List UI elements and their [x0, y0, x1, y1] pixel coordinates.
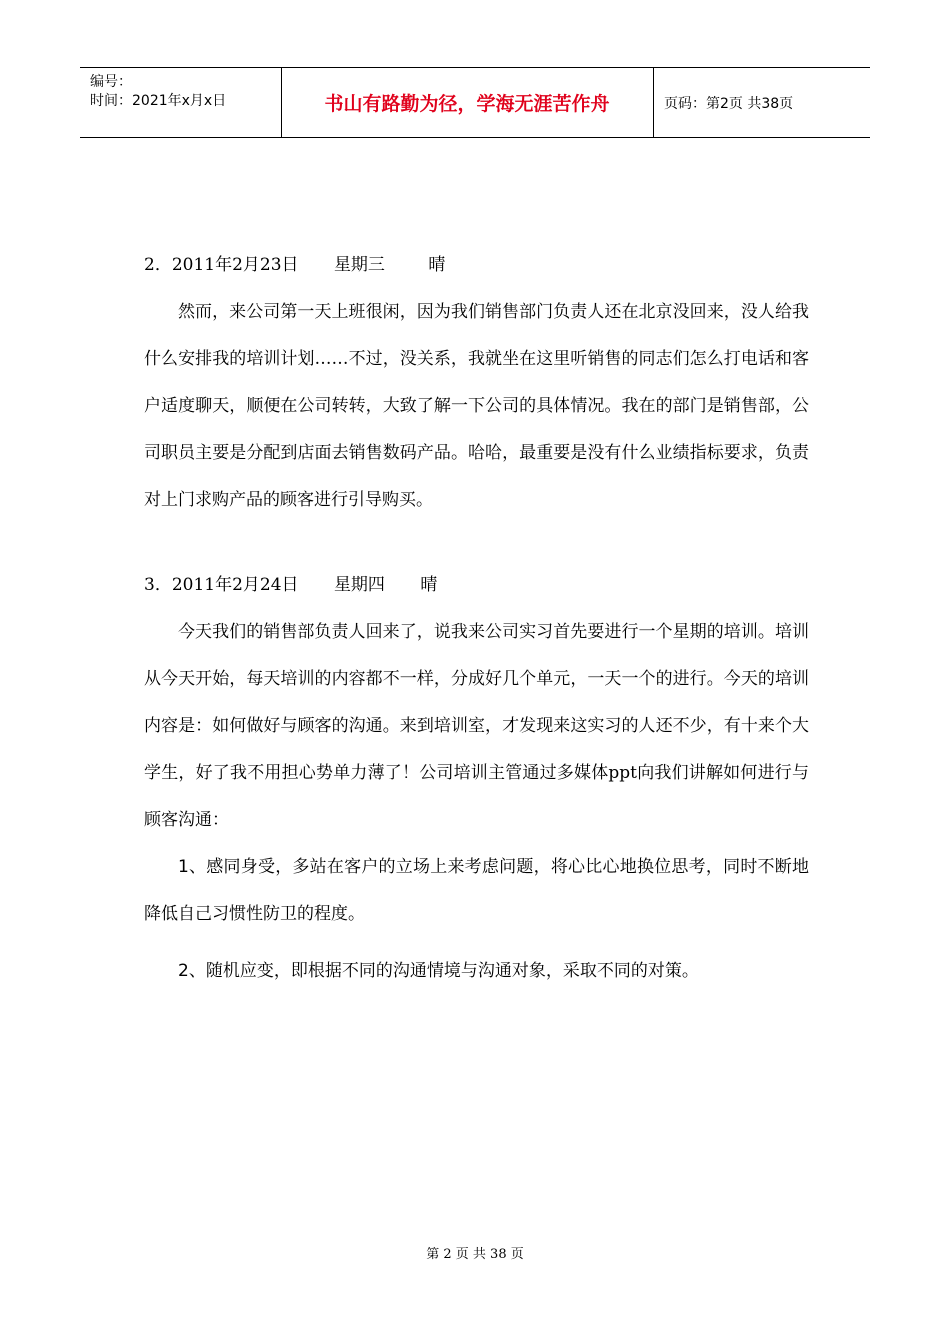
header-motto-cell — [281, 68, 654, 137]
header-meta-cell — [80, 68, 282, 137]
list-item-text: 、随机应变，即根据不同的沟通情境与沟通对象，采取不同的对策。 — [188, 961, 699, 981]
list-item — [144, 844, 809, 938]
header-page-cell — [654, 68, 870, 137]
page-footer: 第 2 页 共 38 页 — [426, 1247, 524, 1262]
entry-paragraph: 今天我们的销售部负责人回来了，说我来公司实习首先要进行一个星期的培训。培训从今天开始，每天培训的内容都不一样，分成好几个单元，一天一个的进行。今天的培训内容是：如何做好与顾客的沟通。来到培训室，才发现来这实习的人还不少，有十来个大学生，好了我不用担心势单力薄了！公司培训主管通过多媒体ppt向我们讲解如何进行与顾客沟通： — [144, 622, 809, 830]
list-item-text: 、感同身受，多站在客户的立场上来考虑问题，将心比心地换位思考，同时不断地降低自己习惯性防卫的程度。 — [144, 857, 809, 924]
entry-weekday: 星期三 — [333, 255, 385, 275]
entry-date: 2．2011年2月23日 — [144, 255, 299, 275]
entry-heading — [144, 569, 809, 602]
motto-text: 书山有路勤为径，学海无涯苦作舟 — [324, 93, 610, 115]
entry-heading — [144, 249, 809, 282]
entry-paragraph: 然而，来公司第一天上班很闲，因为我们销售部门负责人还在北京没回来，没人给我什么安排我的培训计划……不过，没关系，我就坐在这里听销售的同志们怎么打电话和客户适度聊天，顺便在公司转转，大致了解一下公司的具体情况。我在的部门是销售部，公司职员主要是分配到店面去销售数码产品。哈哈，最重要是没有什么业绩指标要求，负责对上门求购产品的顾客进行引导购买。 — [144, 302, 809, 510]
entry-weather: 晴 — [420, 575, 438, 595]
list-item — [144, 948, 809, 995]
entry-weekday: 星期四 — [333, 575, 385, 595]
list-item-number: 1 — [178, 857, 189, 877]
entry-weather: 晴 — [428, 255, 446, 275]
number-label: 编号： — [90, 74, 132, 90]
time-label: 时间：2021年x月x日 — [90, 93, 227, 109]
entry-date: 3．2011年2月24日 — [144, 575, 299, 595]
page-info: 页码：第2页 共38页 — [664, 96, 794, 112]
document-body — [144, 249, 809, 995]
document-header — [80, 67, 870, 138]
list-item-number: 2 — [178, 961, 189, 981]
